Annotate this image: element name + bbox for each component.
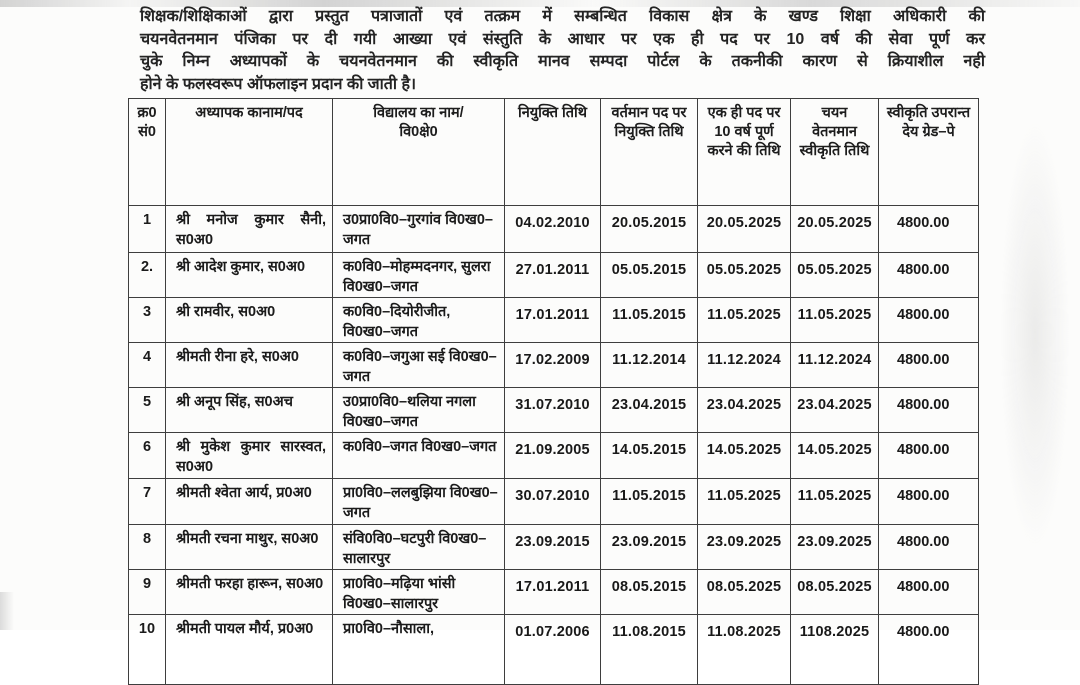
cell-teacher-name: श्रीमती रीना हरे, स0अ0 [166, 343, 333, 388]
cell-sanction-date: 05.05.2025 [791, 253, 879, 298]
cell-teacher-name: श्री मुकेश कुमार सारस्वत, स0अ0 [166, 433, 333, 479]
cell-grade-pay: 4800.00 [879, 388, 979, 433]
cell-current-post-date: 05.05.2015 [601, 253, 698, 298]
cell-current-post-date: 11.08.2015 [601, 615, 698, 685]
cell-school-name: प्रा0वि0–ललबुझिया वि0ख0–जगत [333, 479, 505, 525]
table-row [129, 525, 979, 570]
teachers-pay-scale-table [128, 98, 979, 685]
cell-grade-pay: 4800.00 [879, 253, 979, 298]
intro-line: चयनवेतनमान पंजिका पर दी गयी आख्या एवं संस्तुति के आधार पर एक ही पद पर 10 वर्ष की सेवा पूर्ण कर [140, 30, 985, 48]
cell-sanction-date: 23.04.2025 [791, 388, 879, 433]
table-row [129, 343, 979, 388]
cell-current-post-date: 23.09.2015 [601, 525, 698, 570]
cell-grade-pay: 4800.00 [879, 343, 979, 388]
cell-teacher-name: श्रीमती रचना माथुर, स0अ0 [166, 525, 333, 570]
table-row [129, 206, 979, 253]
cell-current-post-date: 11.12.2014 [601, 343, 698, 388]
cell-teacher-name: श्री मनोज कुमार सैनी, स0अ0 [166, 206, 333, 253]
intro-line: चुके निम्न अध्यापकों के चयनवेतनमान की स्वीकृति मानव सम्पदा पोर्टल के तकनीकी कारण से क्रियाशील नही [140, 53, 985, 70]
cell-ten-year-date: 23.09.2025 [698, 525, 791, 570]
cell-serial: 7 [129, 479, 166, 525]
cell-sanction-date: 11.05.2025 [791, 479, 879, 525]
cell-school-name: क0वि0–जगुआ सई वि0ख0–जगत [333, 343, 505, 388]
col-header-label: एक ही पद पर 10 वर्ष पूर्ण करने की तिथि [707, 105, 781, 159]
scan-artifact-right-shade [1000, 120, 1070, 550]
cell-teacher-name: श्रीमती फरहा हारून, स0अ0 [166, 570, 333, 615]
table-row [129, 479, 979, 525]
table-row [129, 388, 979, 433]
cell-grade-pay: 4800.00 [879, 570, 979, 615]
cell-serial: 9 [129, 570, 166, 615]
col-header-label: वर्तमान पद पर नियुक्ति तिथि [611, 105, 687, 140]
cell-ten-year-date: 20.05.2025 [698, 206, 791, 253]
cell-sanction-date: 08.05.2025 [791, 570, 879, 615]
cell-serial: 3 [129, 298, 166, 343]
cell-grade-pay: 4800.00 [879, 479, 979, 525]
col-header-label: स्वीकृति उपरान्त देय ग्रेड–पे [886, 105, 971, 140]
cell-current-post-date: 14.05.2015 [601, 433, 698, 479]
cell-ten-year-date: 14.05.2025 [698, 433, 791, 479]
col-header-teacher-name [166, 99, 333, 206]
col-header-ten-year-date [698, 99, 791, 206]
cell-appointment-date: 01.07.2006 [505, 615, 601, 685]
cell-grade-pay: 4800.00 [879, 433, 979, 479]
table-row [129, 433, 979, 479]
cell-appointment-date: 17.01.2011 [505, 570, 601, 615]
intro-line: शिक्षक/शिक्षिकाओं द्वारा प्रस्तुत पत्राजातों एवं तत्क्रम में सम्बन्धित विकास क्षेत्र के खण्ड शिक्षा अधिकारी की [140, 8, 985, 25]
cell-ten-year-date: 11.05.2025 [698, 479, 791, 525]
cell-sanction-date: 23.09.2025 [791, 525, 879, 570]
cell-grade-pay: 4800.00 [879, 615, 979, 685]
cell-current-post-date: 20.05.2015 [601, 206, 698, 253]
cell-school-name: प्रा0वि0–नौसाला, [333, 615, 505, 685]
cell-serial: 4 [129, 343, 166, 388]
col-header-label: नियुक्ति तिथि [517, 105, 588, 121]
cell-school-name: प्रा0वि0–मढ़िया भांसी वि0ख0–सालारपुर [333, 570, 505, 615]
cell-appointment-date: 30.07.2010 [505, 479, 601, 525]
cell-sanction-date: 11.12.2024 [791, 343, 879, 388]
cell-current-post-date: 11.05.2015 [601, 479, 698, 525]
cell-grade-pay: 4800.00 [879, 206, 979, 253]
cell-sanction-date: 1108.2025 [791, 615, 879, 685]
cell-current-post-date: 11.05.2015 [601, 298, 698, 343]
cell-sanction-date: 20.05.2025 [791, 206, 879, 253]
cell-ten-year-date: 05.05.2025 [698, 253, 791, 298]
cell-teacher-name: श्री अनूप सिंह, स0अच [166, 388, 333, 433]
table-row [129, 615, 979, 685]
cell-ten-year-date: 11.12.2024 [698, 343, 791, 388]
cell-ten-year-date: 11.08.2025 [698, 615, 791, 685]
cell-grade-pay: 4800.00 [879, 298, 979, 343]
col-header-label: विद्यालय का नाम/वि0क्षे0 [373, 105, 464, 140]
col-header-label: चयन वेतनमान स्वीकृति तिथि [799, 105, 870, 159]
col-header-current-post-date [601, 99, 698, 206]
scan-artifact-bottom-left [0, 592, 14, 630]
table-header-row [129, 99, 979, 206]
col-header-school-name [333, 99, 505, 206]
cell-serial: 10 [129, 615, 166, 685]
col-header-label: क्र0 सं0 [137, 105, 157, 140]
cell-school-name: क0वि0–मोहम्मदनगर, सुलरा वि0ख0–जगत [333, 253, 505, 298]
cell-teacher-name: श्रीमती पायल मौर्य, प्र0अ0 [166, 615, 333, 685]
cell-appointment-date: 04.02.2010 [505, 206, 601, 253]
cell-school-name: संवि0वि0–घटपुरी वि0ख0–सालारपुर [333, 525, 505, 570]
cell-school-name: क0वि0–जगत वि0ख0–जगत [333, 433, 505, 479]
col-header-serial [129, 99, 166, 206]
table-row [129, 570, 979, 615]
cell-teacher-name: श्रीमती श्वेता आर्य, प्र0अ0 [166, 479, 333, 525]
intro-paragraph [140, 6, 985, 96]
cell-serial: 5 [129, 388, 166, 433]
cell-serial: 1 [129, 206, 166, 253]
intro-line: होने के फलस्वरूप ऑफलाइन प्रदान की जाती है। [140, 75, 417, 93]
cell-appointment-date: 27.01.2011 [505, 253, 601, 298]
cell-teacher-name: श्री रामवीर, स0अ0 [166, 298, 333, 343]
cell-appointment-date: 23.09.2015 [505, 525, 601, 570]
cell-appointment-date: 21.09.2005 [505, 433, 601, 479]
cell-school-name: उ0प्रा0वि0–थलिया नगला वि0ख0–जगत [333, 388, 505, 433]
col-header-grade-pay [879, 99, 979, 206]
cell-serial: 2. [129, 253, 166, 298]
col-header-sanction-date [791, 99, 879, 206]
cell-ten-year-date: 11.05.2025 [698, 298, 791, 343]
cell-serial: 6 [129, 433, 166, 479]
table-row [129, 253, 979, 298]
cell-grade-pay: 4800.00 [879, 525, 979, 570]
cell-sanction-date: 14.05.2025 [791, 433, 879, 479]
cell-teacher-name: श्री आदेश कुमार, स0अ0 [166, 253, 333, 298]
cell-current-post-date: 08.05.2015 [601, 570, 698, 615]
cell-appointment-date: 31.07.2010 [505, 388, 601, 433]
cell-serial: 8 [129, 525, 166, 570]
cell-appointment-date: 17.01.2011 [505, 298, 601, 343]
cell-appointment-date: 17.02.2009 [505, 343, 601, 388]
col-header-appointment-date [505, 99, 601, 206]
cell-current-post-date: 23.04.2015 [601, 388, 698, 433]
cell-ten-year-date: 23.04.2025 [698, 388, 791, 433]
col-header-label: अध्यापक कानाम/पद [195, 105, 303, 121]
cell-ten-year-date: 08.05.2025 [698, 570, 791, 615]
table-row [129, 298, 979, 343]
cell-school-name: क0वि0–दियोरीजीत, वि0ख0–जगत [333, 298, 505, 343]
cell-sanction-date: 11.05.2025 [791, 298, 879, 343]
cell-school-name: उ0प्रा0वि0–गुरगांव वि0ख0–जगत [333, 206, 505, 253]
